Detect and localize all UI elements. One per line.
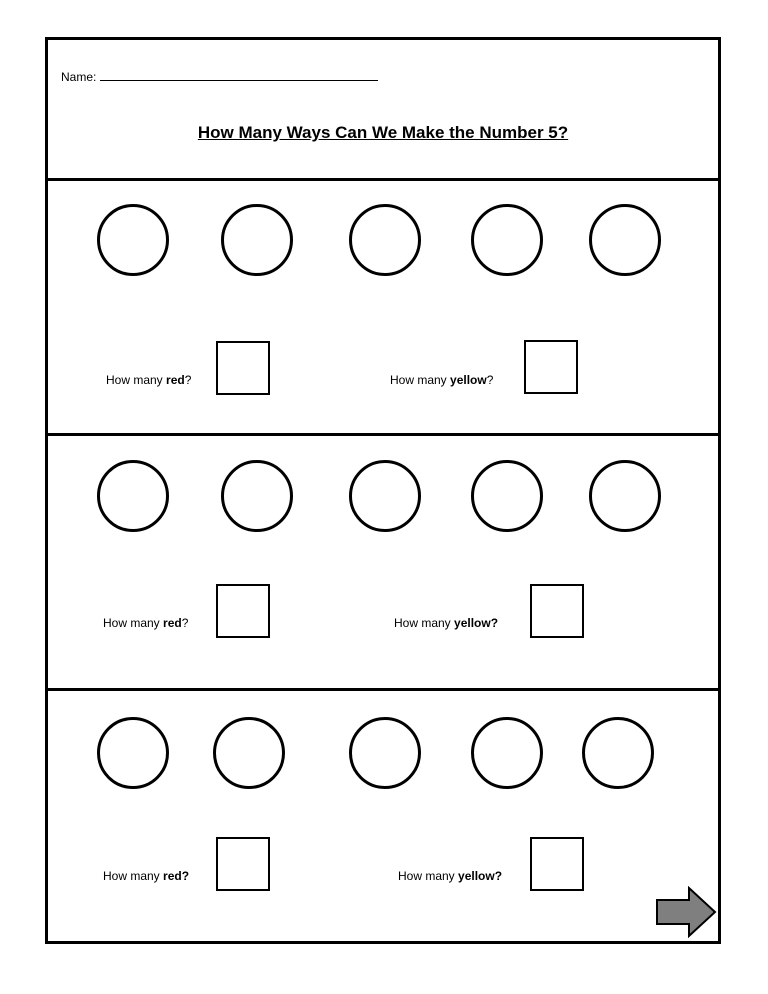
how-many-red-label: How many red? — [103, 616, 189, 630]
name-row — [61, 69, 378, 84]
how-many-red-label: How many red? — [103, 869, 190, 883]
section-divider — [48, 433, 718, 436]
how-many-yellow-label: How many yellow? — [394, 616, 499, 630]
counter-circle[interactable] — [471, 717, 543, 789]
counter-circle[interactable] — [97, 717, 169, 789]
counter-circle[interactable] — [97, 460, 169, 532]
yellow-count-box[interactable] — [524, 340, 578, 394]
counter-circle[interactable] — [97, 204, 169, 276]
name-label: Name: — [61, 70, 97, 84]
counter-circle[interactable] — [213, 717, 285, 789]
how-many-yellow-label: How many yellow? — [398, 869, 503, 883]
worksheet — [45, 37, 721, 944]
counter-circle[interactable] — [221, 460, 293, 532]
page-title: How Many Ways Can We Make the Number 5? — [197, 123, 569, 142]
name-blank[interactable] — [100, 69, 378, 81]
yellow-count-box[interactable] — [530, 837, 584, 891]
counter-circle[interactable] — [582, 717, 654, 789]
counter-circle[interactable] — [349, 460, 421, 532]
yellow-count-box[interactable] — [530, 584, 584, 638]
counter-circle[interactable] — [349, 717, 421, 789]
section-divider — [48, 688, 718, 691]
counter-circle[interactable] — [349, 204, 421, 276]
red-count-box[interactable] — [216, 584, 270, 638]
counter-circle[interactable] — [221, 204, 293, 276]
right-arrow-icon[interactable] — [655, 886, 765, 976]
counter-circle[interactable] — [471, 460, 543, 532]
how-many-yellow-label: How many yellow? — [390, 373, 494, 387]
counter-circle[interactable] — [589, 460, 661, 532]
section-divider — [48, 178, 718, 181]
counter-circle[interactable] — [589, 204, 661, 276]
red-count-box[interactable] — [216, 837, 270, 891]
counter-circle[interactable] — [471, 204, 543, 276]
how-many-red-label: How many red? — [106, 373, 192, 387]
red-count-box[interactable] — [216, 341, 270, 395]
